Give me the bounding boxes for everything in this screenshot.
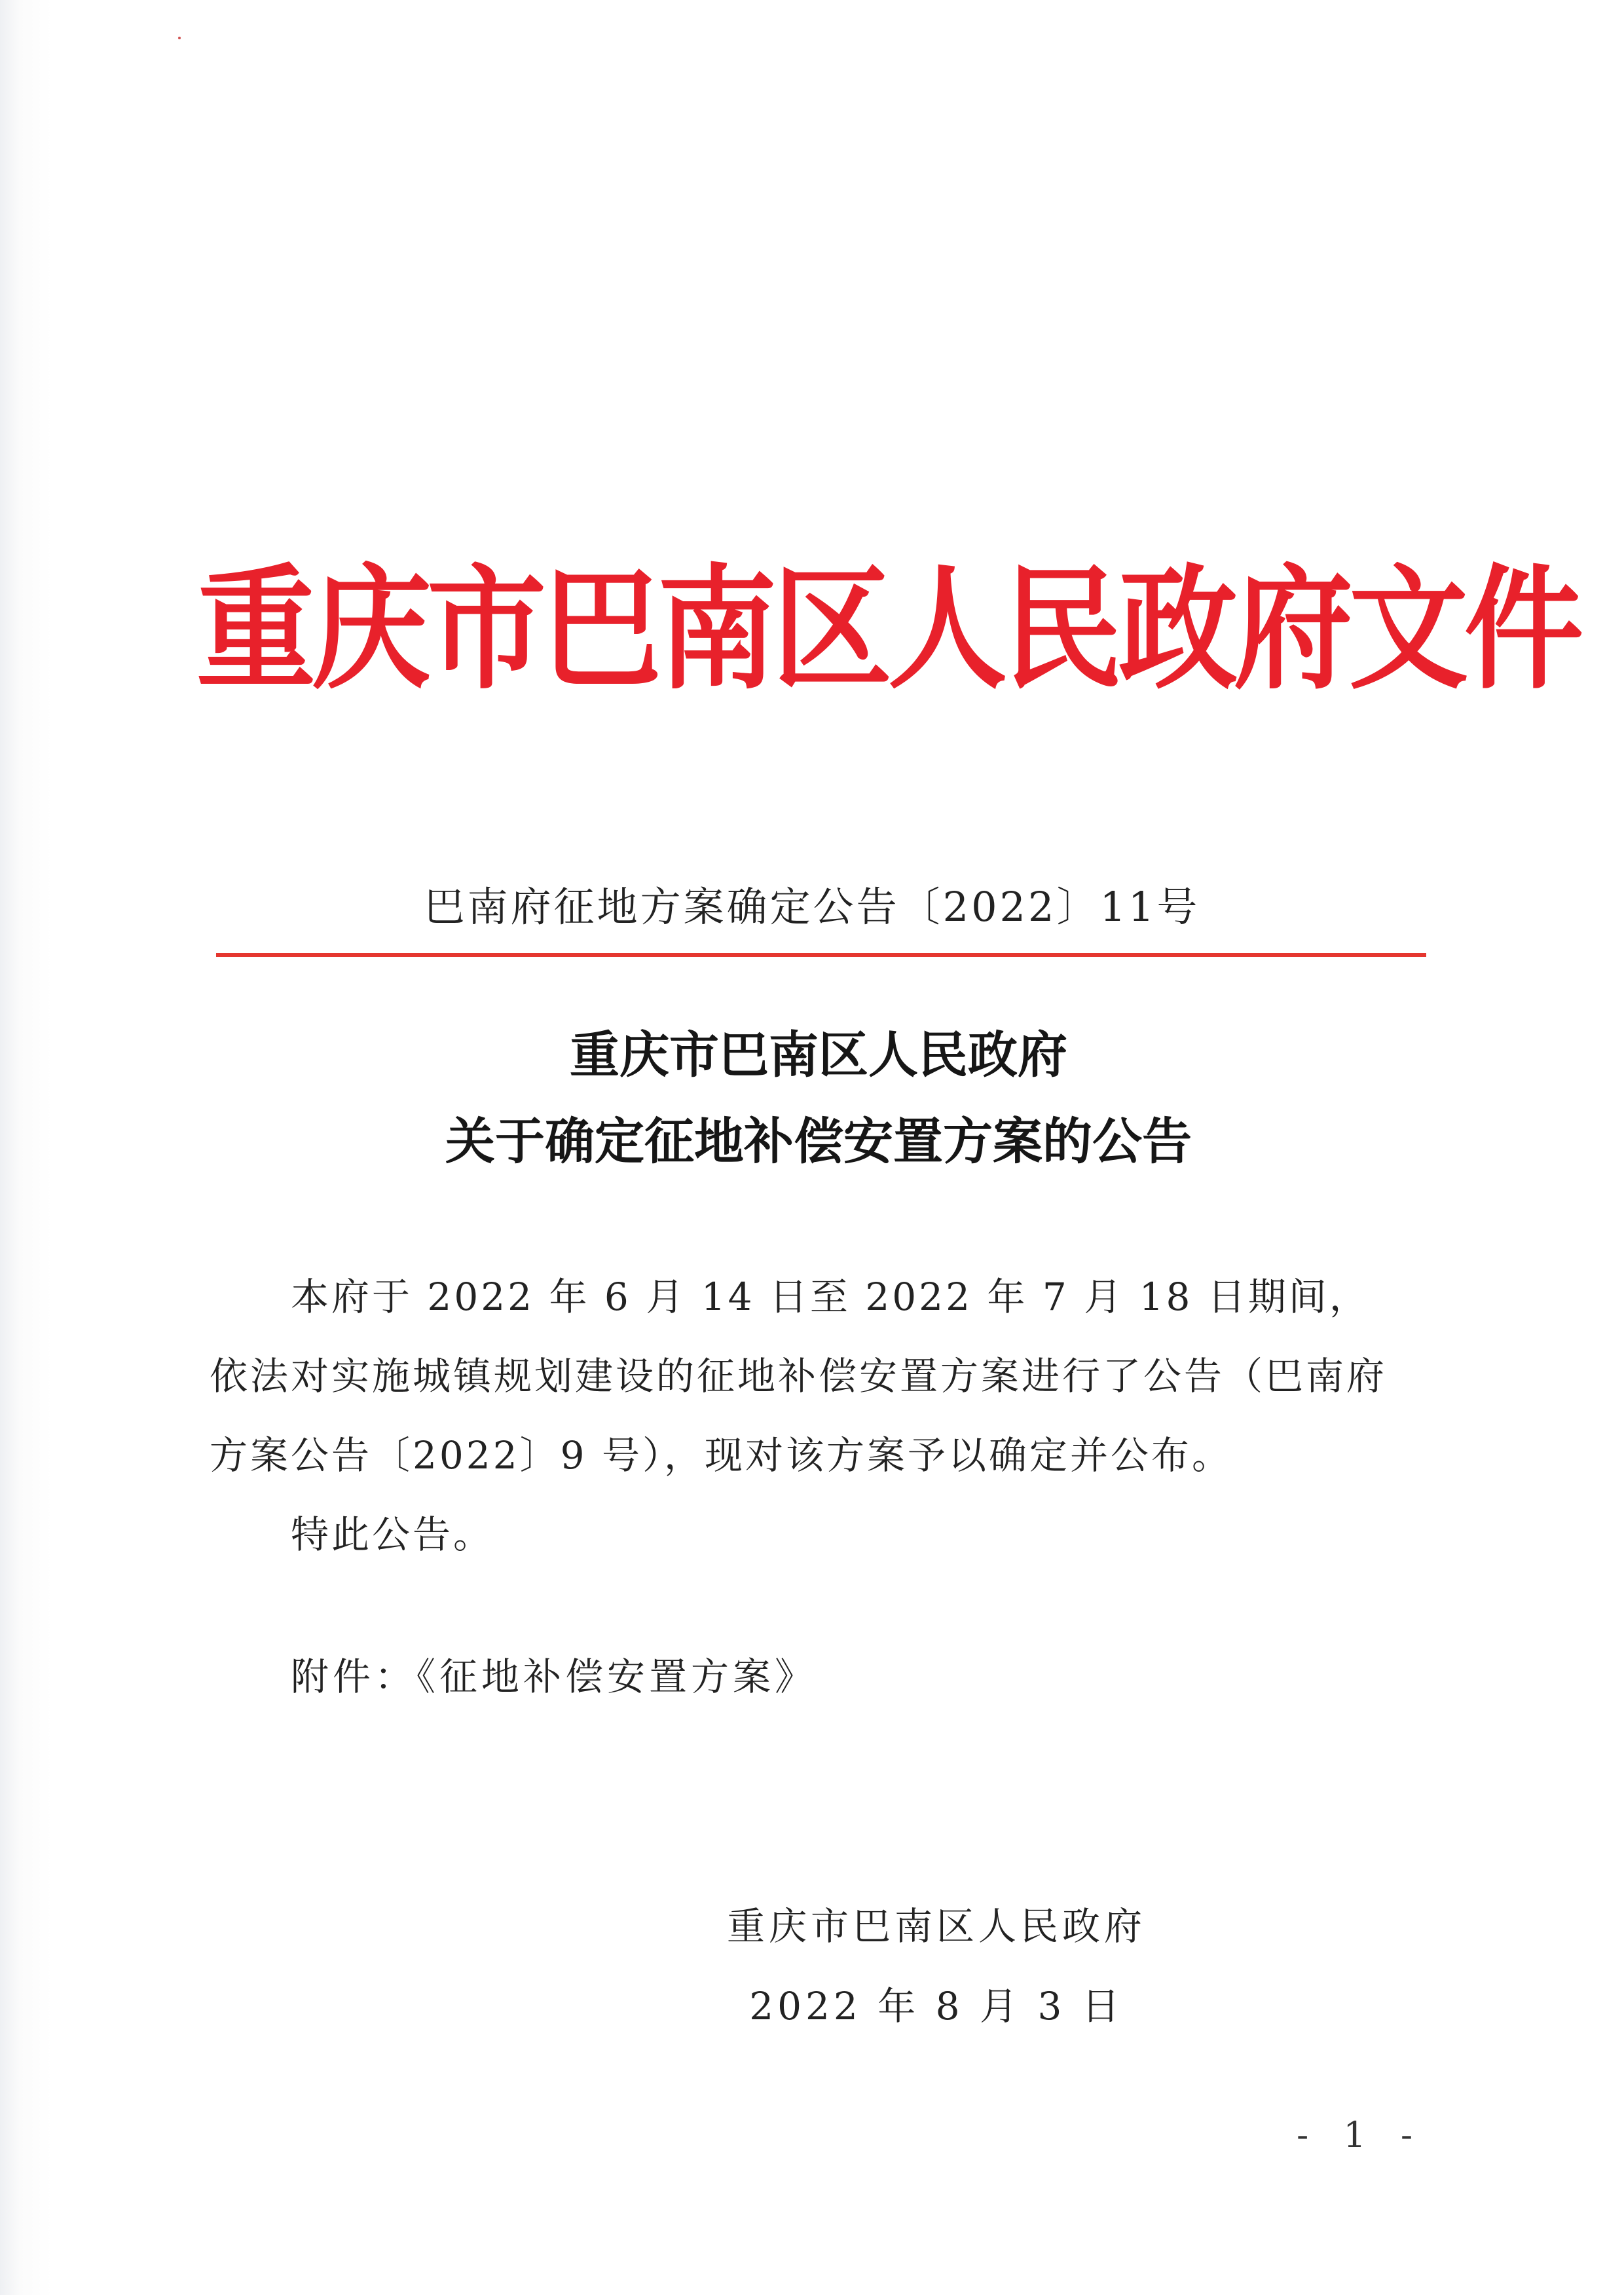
attachment-line: 附件：《征地补偿安置方案》 [291, 1654, 817, 1699]
document-title [196, 1012, 1441, 1185]
body-paragraph-2: 特此公告。 [291, 1512, 494, 1557]
document-number: 巴南府征地方案确定公告〔2022〕11号 [424, 883, 1200, 931]
title-line-1: 重庆市巴南区人民政府 [570, 1026, 1067, 1084]
body-paragraph-1: 本府于 2022 年 6 月 14 日至 2022 年 7 月 18 日期间，依法对实施城镇规划建设的征地补偿安置方案进行了公告（巴南府方案公告〔2022〕9 号），现对该方案予以确定并公布。 [210, 1275, 1388, 1478]
signature-block [707, 1886, 1166, 2046]
page-number: - 1 - [1297, 2114, 1425, 2155]
issuer-banner: 重庆市巴南区人民政府文件 [196, 550, 1579, 707]
signature-date: 2022 年 8 月 3 日 [749, 1984, 1124, 2028]
signature-issuer: 重庆市巴南区人民政府 [726, 1904, 1146, 1949]
body-text [210, 1258, 1408, 1575]
title-line-2: 关于确定征地补偿安置方案的公告 [445, 1112, 1192, 1170]
scan-speck [178, 37, 181, 39]
red-separator-line [216, 953, 1426, 957]
